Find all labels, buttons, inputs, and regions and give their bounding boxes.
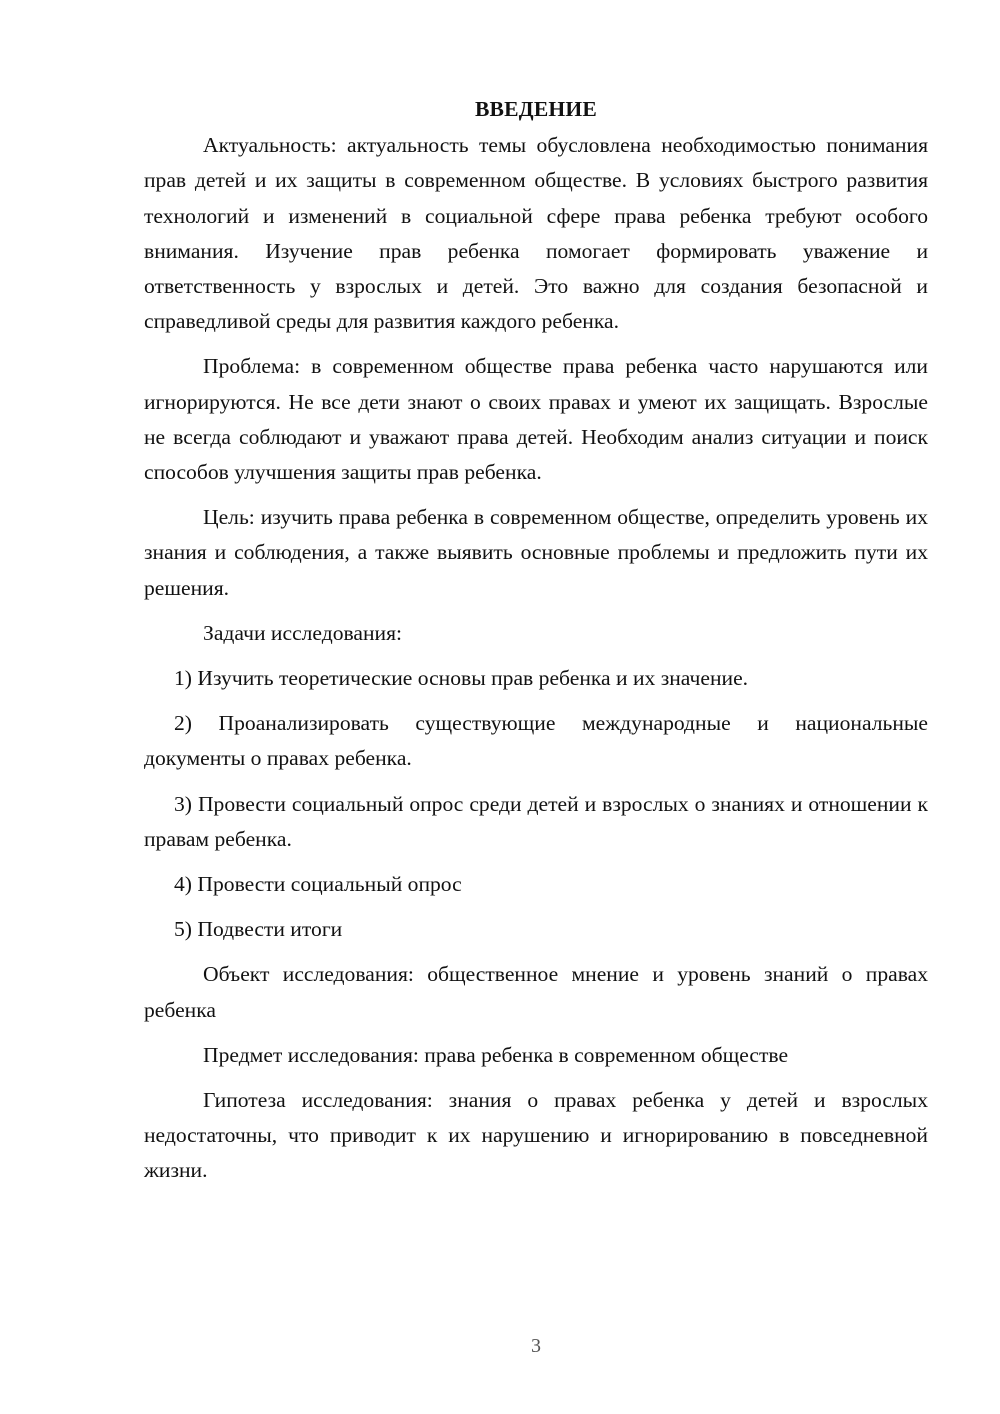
paragraph-tasks-heading: Задачи исследования: [203, 620, 403, 645]
page-content [144, 92, 928, 1199]
task-item-2: 2) Проанализировать существующие международные и национальные документы о правах ребенка. [144, 711, 928, 771]
paragraph-subject: Предмет исследования: права ребенка в современном обществе [203, 1042, 789, 1067]
paragraph-object: Объект исследования: общественное мнение и уровень знаний о правах ребенка [144, 962, 928, 1022]
page-number: 3 [531, 1335, 541, 1357]
paragraph-hypothesis: Гипотеза исследования: знания о правах ребенка у детей и взрослых недостаточны, что приводит к их нарушению и игнорированию в повседневной жизни. [144, 1088, 928, 1183]
paragraph-relevance: Актуальность: актуальность темы обусловлена необходимостью понимания прав детей и их защиты в современном обществе. В условиях быстрого развития технологий и изменений в социальной сфере права ребенка требуют особого внимания. Изучение прав ребенка помогает формировать уважение и ответственность у взрослых и детей. Это важно для создания безопасной и справедливой среды для развития каждого ребенка. [144, 133, 928, 334]
task-item-3: 3) Провести социальный опрос среди детей и взрослых о знаниях и отношении к правам ребенка. [144, 791, 928, 851]
task-item-1: 1) Изучить теоретические основы прав ребенка и их значение. [174, 666, 749, 691]
paragraph-goal: Цель: изучить права ребенка в современном обществе, определить уровень их знания и соблюдения, а также выявить основные проблемы и предложить пути их решения. [144, 505, 928, 600]
section-heading: ВВЕДЕНИЕ [474, 97, 598, 121]
task-item-4: 4) Провести социальный опрос [174, 872, 462, 897]
paragraph-problem: Проблема: в современном обществе права ребенка часто нарушаются или игнорируются. Не все дети знают о своих правах и умеют их защищать. Взрослые не всегда соблюдают и уважают права детей. Необходим анализ ситуации и поиск способов улучшения защиты прав ребенка. [144, 354, 928, 485]
task-item-5: 5) Подвести итоги [174, 917, 343, 942]
